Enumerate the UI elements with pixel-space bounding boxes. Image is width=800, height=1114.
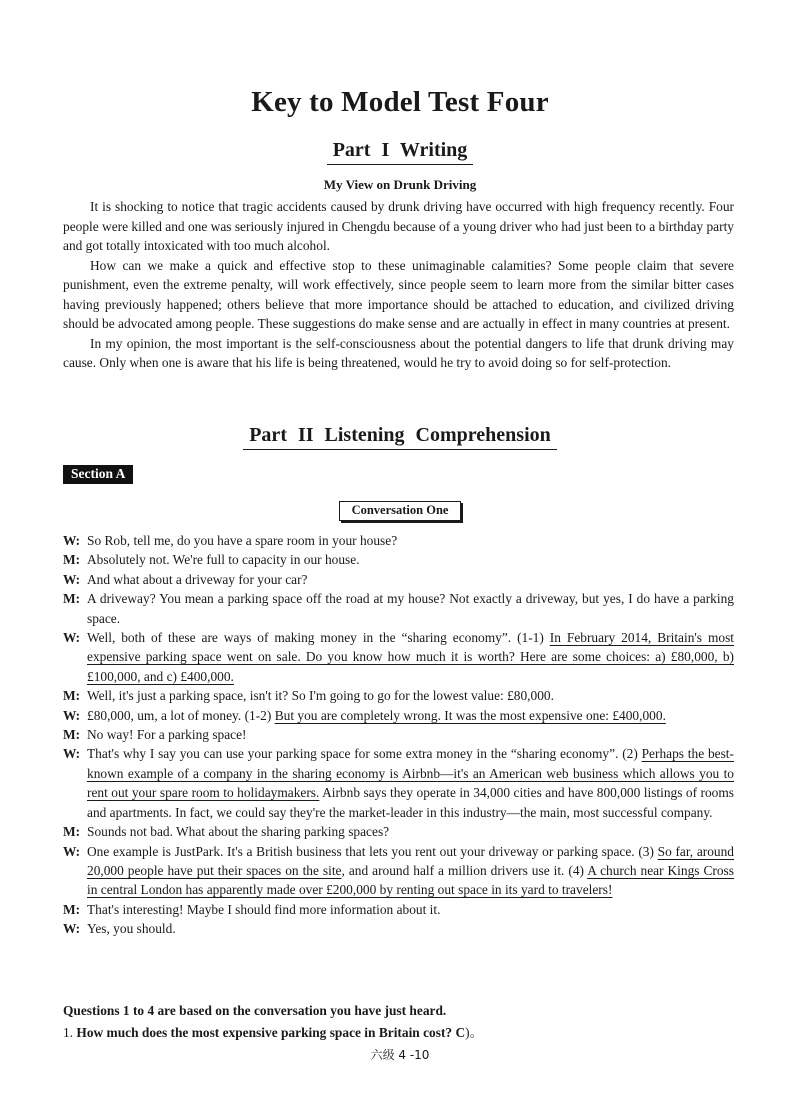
part1-heading [0,139,800,165]
essay-paragraph: It is shocking to notice that tragic accidents caused by drunk driving have occurred with high frequency recently. Four people were killed and one was seriously injured in Chengdu because of a young driver who had just been to a birthday party and got totally intoxicated with too much alcohol. [63,199,734,253]
dialogue-segment: Sounds not bad. What about the sharing parking spaces? [87,824,390,840]
dialogue-turn [63,589,734,628]
dialogue-turn [63,900,734,919]
speaker-label: W: [63,843,81,859]
underlined-answer-text: A church near Kings Cross in central London has apparently made over £200,000 by renting out space in its yard to travelers! [87,862,734,898]
essay-paragraph: How can we make a quick and effective stop to these unimaginable calamities? Some people claim that severe punishment, even the extreme penalty, will work effectively, since people seem to learn more from the similar bitter cases having previously happened; others believe that more importance should be attached to education, and civilized driving should be advocated among people. These suggestions do make sense and are actually in effect in many countries at present. [63,257,734,331]
dialogue-text [87,706,734,725]
underlined-answer-text: Perhaps the best-known example of a company in the sharing economy is Airbnb—it's an American web business which allows you to rent out your spare room to holidaymakers. [87,746,734,801]
part2-label: Part II Listening Comprehension [243,424,557,450]
dialogue-segment: A driveway? You mean a parking space off the road at my house? Not exactly a driveway, but yes, I do have a parking space. [87,591,734,626]
dialogue-turn [63,744,734,822]
dialogue-segment: One example is JustPark. It's a British business that lets you rent out your driveway or parking space. (3) [87,843,658,859]
dialogue-segment: That's interesting! Maybe I should find more information about it. [87,901,441,917]
dialogue-segment: Absolutely not. We're full to capacity in our house. [87,552,360,568]
essay-title: My View on Drunk Driving [323,177,477,192]
conversation-label: Conversation One [339,501,462,521]
questions-note: Questions 1 to 4 are based on the conversation you have just heard. [63,1003,447,1018]
dialogue-turn [63,570,734,589]
dialogue-text [87,686,734,705]
question-number: 1. [63,1025,74,1040]
underlined-answer-text: So far, around 20,000 people have put their spaces on the site [87,843,734,878]
speaker-label: M: [63,591,81,607]
page-footer: 六级 4 -10 [370,1048,430,1062]
question-text: How much does the most expensive parking space in Britain cost? [76,1025,453,1040]
dialogue-segment: And what about a driveway for your car? [87,571,308,587]
dialogue-turn [63,706,734,725]
underlined-answer-text: In February 2014, Britain's most expensive parking space went on sale. Do you know how much it is worth? Here are some choices: a) £80,000, b) £100,000, and c) £400,000. [87,630,734,684]
dialogue-segment: £80,000, um, a lot of money. (1-2) [87,707,275,723]
conversation-transcript [63,531,734,939]
speaker-label: W: [63,921,81,937]
dialogue-text [87,900,734,919]
speaker-label: W: [63,630,81,646]
dialogue-segment: , and around half a million drivers use it. (4) [341,862,588,878]
dialogue-text [87,550,734,569]
dialogue-text [87,744,734,822]
answer-choice: C [455,1025,466,1040]
dialogue-text [87,842,734,900]
dialogue-turn [63,822,734,841]
speaker-label: W: [63,571,81,587]
dialogue-turn [63,531,734,550]
speaker-label: M: [63,688,81,704]
page-title: Key to Model Test Four [251,86,549,118]
dialogue-text [87,589,734,628]
dialogue-segment: So Rob, tell me, do you have a spare room in your house? [87,533,398,548]
speaker-label: W: [63,533,81,548]
dialogue-turn [63,842,734,900]
dialogue-segment: No way! For a parking space! [87,727,247,743]
dialogue-segment: That's why I say you can use your parking space for some extra money in the “sharing economy”. (2) [87,746,642,762]
dialogue-segment: Yes, you should. [87,921,176,937]
dialogue-turn [63,725,734,744]
dialogue-turn [63,628,734,686]
dialogue-segment: Well, both of these are ways of making money in the “sharing economy”. (1-1) [87,630,550,646]
speaker-label: W: [63,746,81,762]
section-a-badge: Section A [63,465,133,484]
dialogue-segment: Well, it's just a parking space, isn't it? So I'm going to go for the lowest value: £80,000. [87,688,554,704]
essay-paragraph: In my opinion, the most important is the self-consciousness about the potential dangers to life that drunk driving may cause. Only when one is aware that his life is being threatened, would he try to avoid doing so for self-protection. [63,335,734,370]
speaker-label: M: [63,552,81,568]
dialogue-text [87,628,734,686]
speaker-label: M: [63,824,81,840]
part2-heading [0,424,800,450]
speaker-label: M: [63,727,81,743]
dialogue-text [87,531,734,550]
dialogue-text [87,725,734,744]
dialogue-turn [63,686,734,705]
answer-close: )。 [465,1025,483,1040]
conversation-heading [0,501,800,521]
essay-body [63,197,734,373]
underlined-answer-text: But you are completely wrong. It was the most expensive one: £400,000. [274,707,666,723]
dialogue-turn [63,550,734,569]
dialogue-turn [63,919,734,938]
dialogue-text [87,919,734,938]
dialogue-text [87,570,734,589]
speaker-label: M: [63,901,81,917]
part1-label: Part I Writing [327,139,474,165]
dialogue-text [87,822,734,841]
dialogue-segment: Airbnb says they operate in 34,000 cities and have 800,000 listings of rooms and apartments. In fact, we could say they're the market-leader in this industry—the main, most successful company. [87,785,735,820]
question-1 [63,1022,734,1041]
speaker-label: W: [63,707,81,723]
